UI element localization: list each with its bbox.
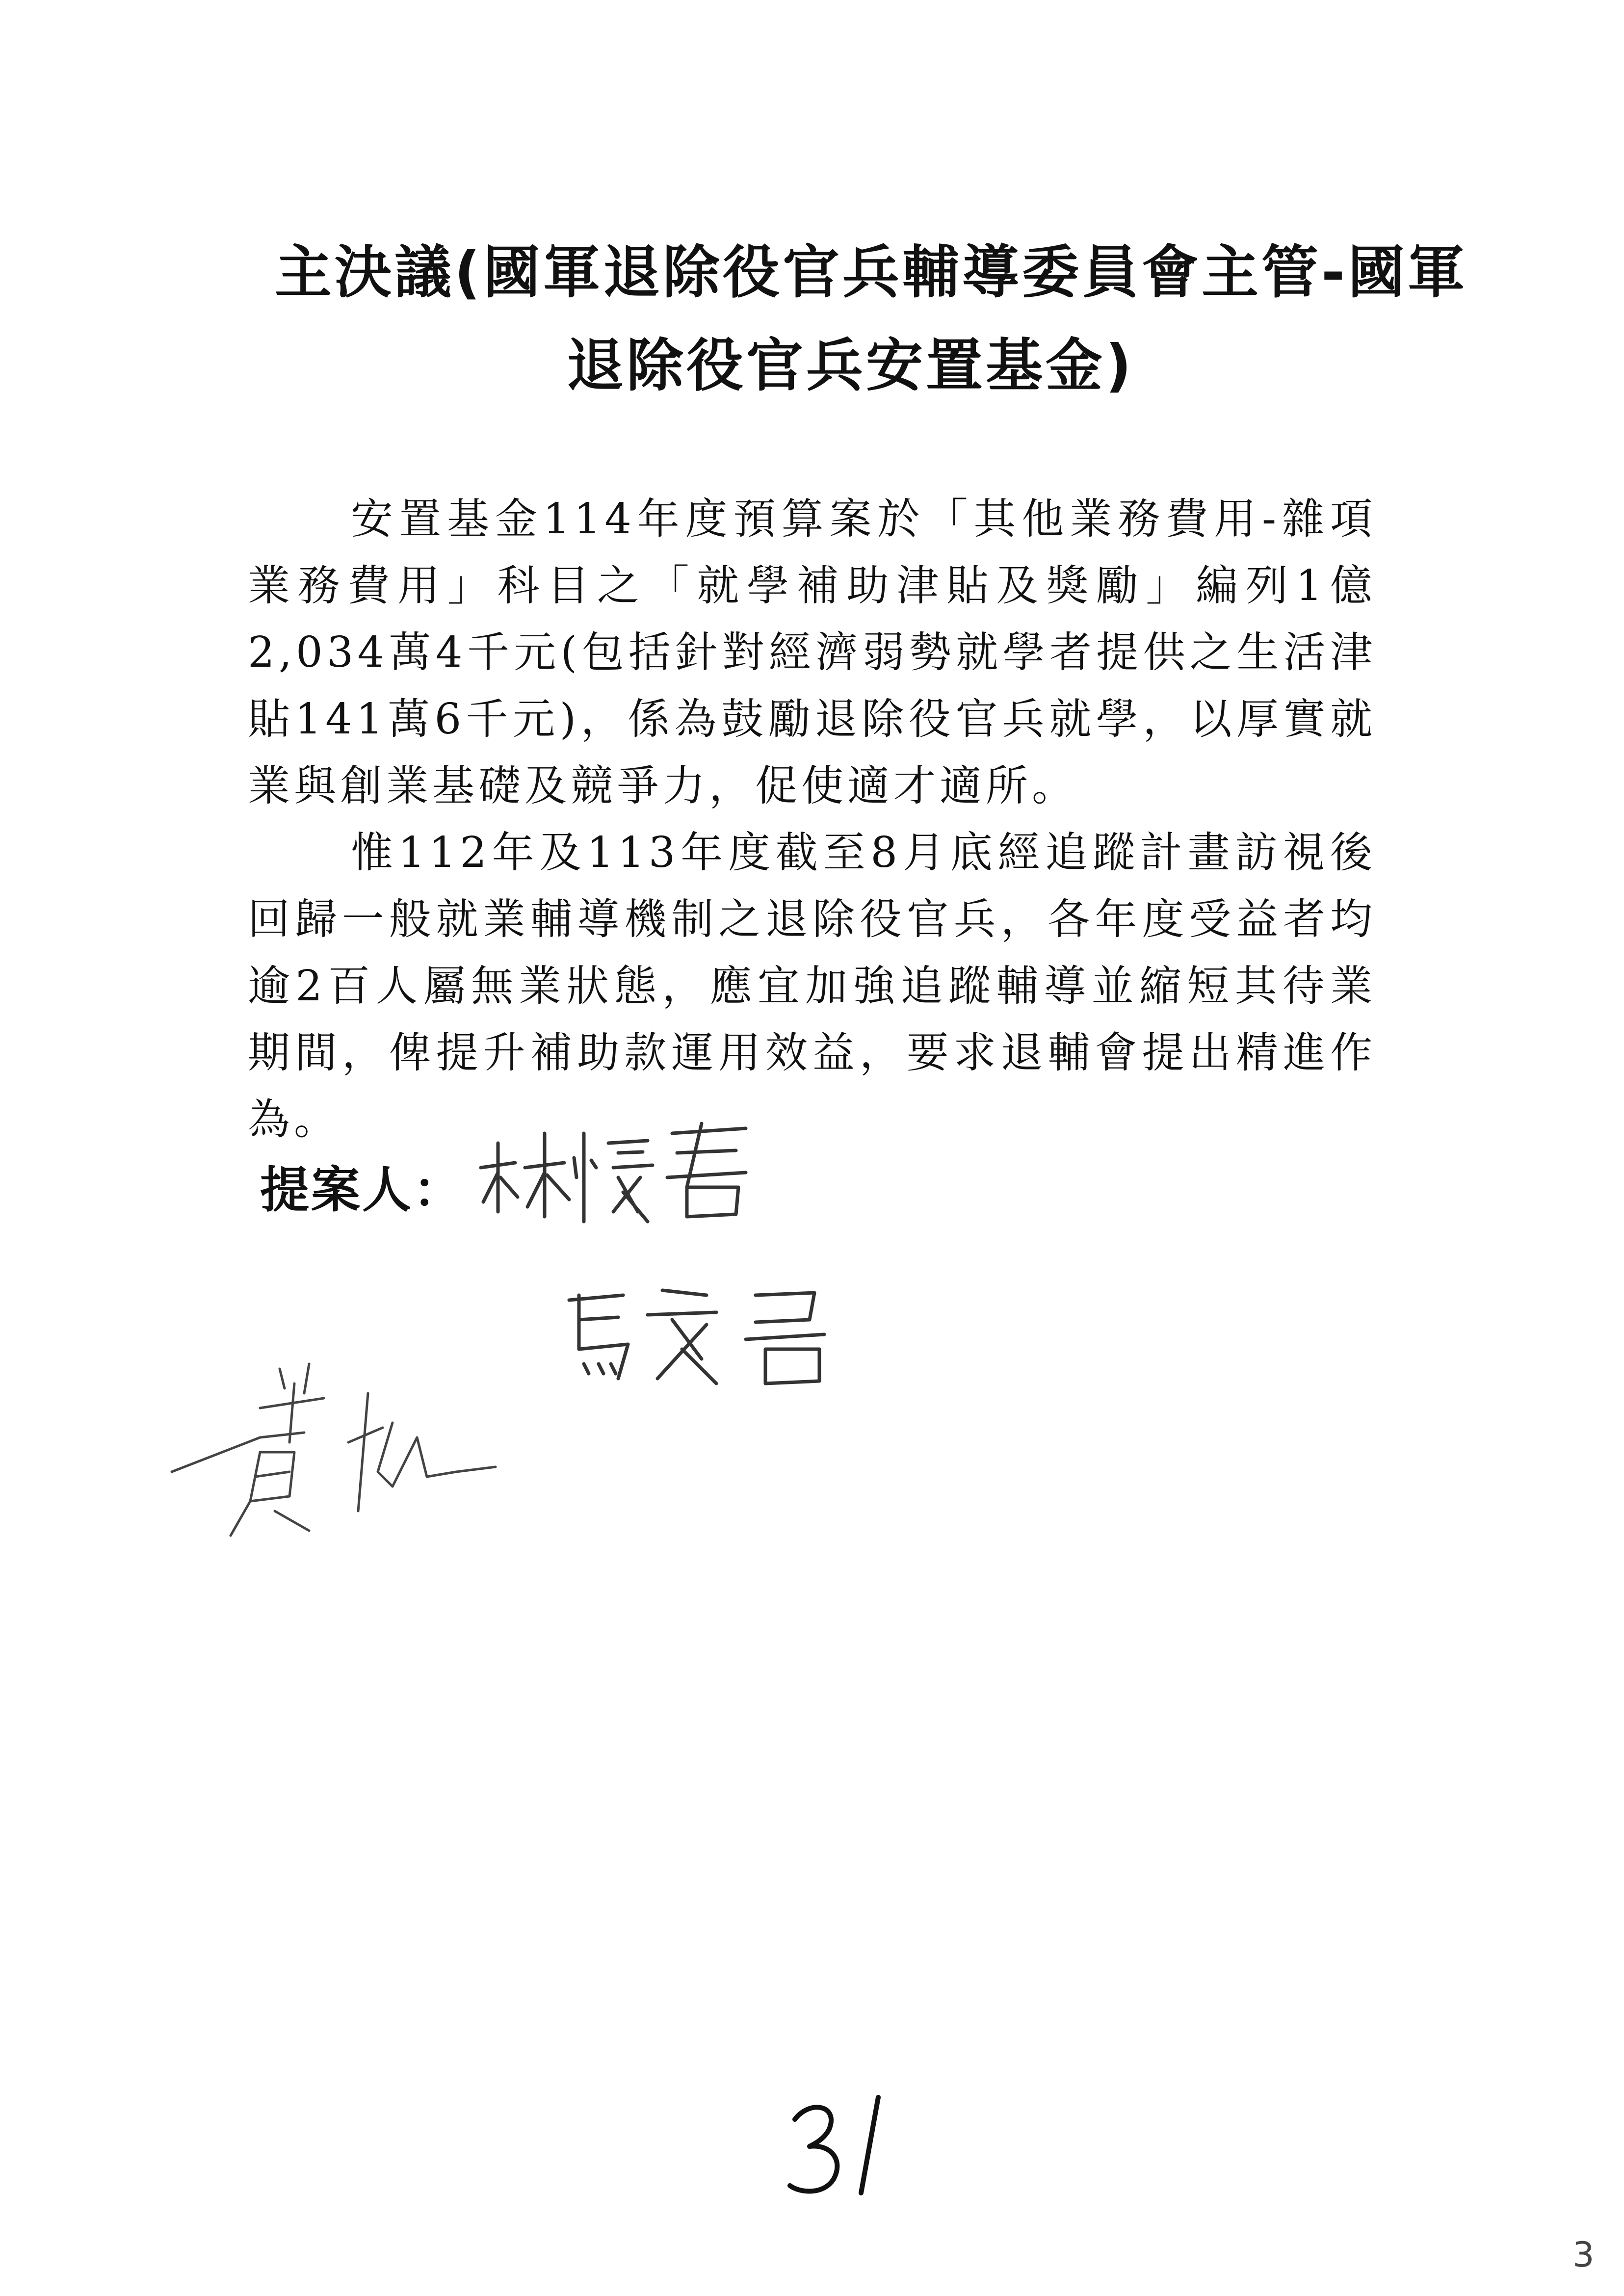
- body-paragraph-1: 安置基金114年度預算案於「其他業務費用-雜項業務費用」科目之「就學補助津貼及獎勵」編列1億2,034萬4千元(包括針對經濟弱勢就學者提供之生活津貼141萬6千元)，係為鼓勵退除役官兵就學，以厚實就業與創業基礎及競爭力，促使適才適所。: [248, 495, 1376, 810]
- resolution-title-line-1: 主決議(國軍退除役官兵輔導委員會主管-國軍: [275, 239, 1468, 306]
- resolution-body: [248, 486, 1376, 1153]
- corner-page-mark: 3: [1572, 2235, 1595, 2275]
- signature-huang: [162, 1325, 545, 1580]
- handwritten-page-number: [780, 2090, 908, 2203]
- signature-lin: [471, 1114, 814, 1231]
- body-paragraph-2: 惟112年及113年度截至8月底經追蹤計畫訪視後回歸一般就業輔導機制之退除役官兵，各年度受益者均逾2百人屬無業狀態，應宜加強追蹤輔導並縮短其待業期間，俾提升補助款運用效益，要求退輔會提出精進作為。: [248, 828, 1376, 1144]
- proposer-label: 提案人：: [260, 1161, 464, 1219]
- resolution-title-line-2: 退除役官兵安置基金): [567, 333, 1135, 399]
- signature-ma: [559, 1276, 864, 1403]
